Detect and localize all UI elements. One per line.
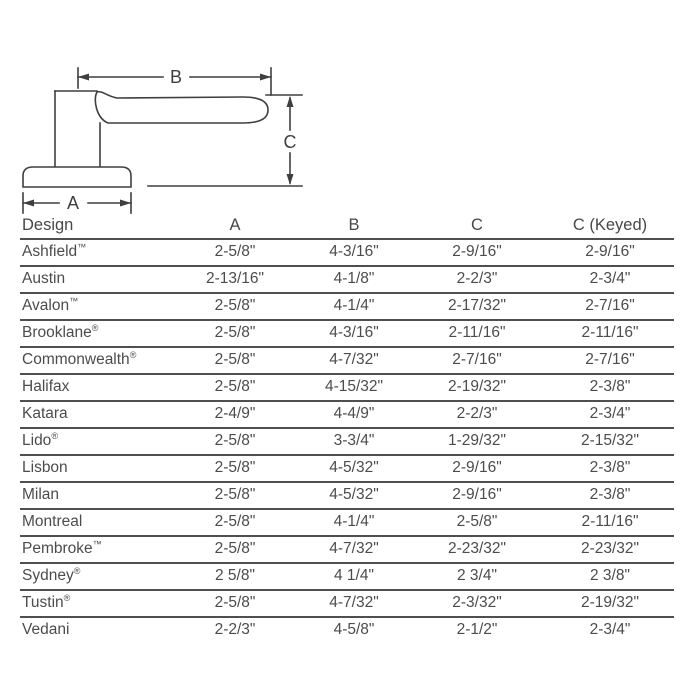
table-row xyxy=(20,347,674,374)
dim-c-cell: 2-9/16" xyxy=(408,239,546,266)
dim-b-cell: 4-15/32" xyxy=(300,374,408,401)
dim-b-cell: 4-1/8" xyxy=(300,266,408,293)
dim-b-cell: 4-3/16" xyxy=(300,239,408,266)
table-row xyxy=(20,617,674,643)
table-header-row xyxy=(20,214,674,239)
dim-label-a: A xyxy=(66,193,80,213)
design-cell: Austin xyxy=(20,266,170,293)
dim-a-cell: 2-13/16" xyxy=(170,266,300,293)
table-row xyxy=(20,293,674,320)
dim-c-keyed-cell: 2-3/4" xyxy=(546,401,674,428)
dim-b-cell: 4-4/9" xyxy=(300,401,408,428)
lever-dimension-diagram xyxy=(0,52,320,216)
registered-symbol: ® xyxy=(51,430,58,441)
table-row xyxy=(20,401,674,428)
design-cell: Halifax xyxy=(20,374,170,401)
dim-c-cell: 2-2/3" xyxy=(408,266,546,293)
dim-c-keyed-cell: 2-23/32" xyxy=(546,536,674,563)
design-cell: Ashfield™ xyxy=(20,239,170,266)
table-row xyxy=(20,509,674,536)
table-row xyxy=(20,320,674,347)
arrow-left-icon xyxy=(23,200,34,207)
table-row xyxy=(20,590,674,617)
design-cell: Sydney® xyxy=(20,563,170,590)
dim-a-cell: 2-4/9" xyxy=(170,401,300,428)
lever-rose-outline xyxy=(23,167,131,187)
lever-arm-outline xyxy=(95,92,268,123)
lever-neck-outline xyxy=(55,91,100,167)
dim-a-cell: 2-5/8" xyxy=(170,590,300,617)
dim-a-cell: 2-5/8" xyxy=(170,293,300,320)
dim-c-keyed-cell: 2-9/16" xyxy=(546,239,674,266)
dim-c-keyed-cell: 2-11/16" xyxy=(546,320,674,347)
design-cell: Pembroke™ xyxy=(20,536,170,563)
registered-symbol: ® xyxy=(129,349,137,360)
dim-c-keyed-cell: 2-7/16" xyxy=(546,293,674,320)
dim-a-cell: 2-5/8" xyxy=(170,239,300,266)
dim-label-b: B xyxy=(169,67,183,87)
table-row xyxy=(20,266,674,293)
dim-c-cell: 2-23/32" xyxy=(408,536,546,563)
table-row xyxy=(20,563,674,590)
dim-a-cell: 2-2/3" xyxy=(214,621,256,638)
arrow-up-icon xyxy=(287,96,294,107)
table-row xyxy=(20,239,674,266)
design-cell: Montreal xyxy=(20,509,170,536)
arrow-down-icon xyxy=(287,174,294,185)
design-cell: Lisbon xyxy=(20,455,170,482)
dim-c-cell: 2-3/32" xyxy=(408,590,546,617)
dim-b-cell: 4-5/32" xyxy=(300,482,408,509)
dim-b-cell: 4-7/32" xyxy=(300,590,408,617)
registered-symbol: ® xyxy=(63,592,71,603)
dim-c-cell: 2-7/16" xyxy=(408,347,546,374)
dim-b-cell: 3-3/4" xyxy=(300,428,408,455)
dim-b-cell: 4-7/32" xyxy=(300,347,408,374)
design-cell: Vedani xyxy=(22,621,70,638)
dim-c-keyed-cell: 2-3/4" xyxy=(589,621,631,638)
dim-c-cell: 2-9/16" xyxy=(408,482,546,509)
dim-c-keyed-cell: 2-11/16" xyxy=(546,509,674,536)
column-header-design: Design xyxy=(20,214,170,239)
design-cell: Brooklane® xyxy=(20,320,170,347)
table-row xyxy=(20,482,674,509)
dim-c-keyed-cell: 2-7/16" xyxy=(546,347,674,374)
dim-c-cell: 2-19/32" xyxy=(408,374,546,401)
arrow-left-icon xyxy=(78,74,89,81)
trademark-symbol: ™ xyxy=(77,241,87,252)
dim-a-cell: 2-5/8" xyxy=(170,320,300,347)
dim-b-cell: 4-3/16" xyxy=(300,320,408,347)
dim-c-cell: 1-29/32" xyxy=(408,428,546,455)
registered-symbol: ® xyxy=(73,565,81,576)
design-cell: Katara xyxy=(20,401,170,428)
table-body xyxy=(20,239,674,643)
dim-a-cell: 2-5/8" xyxy=(170,509,300,536)
column-header-c-keyed: C (Keyed) xyxy=(546,214,674,239)
dim-a-cell: 2-5/8" xyxy=(170,536,300,563)
dim-c-keyed-cell: 2-3/8" xyxy=(546,455,674,482)
dim-c-keyed-cell: 2 3/8" xyxy=(546,563,674,590)
dim-c-cell: 2-2/3" xyxy=(408,401,546,428)
dim-a-cell: 2-5/8" xyxy=(170,374,300,401)
dim-c-cell: 2-17/32" xyxy=(408,293,546,320)
design-cell: Milan xyxy=(20,482,170,509)
dim-b-cell: 4-5/8" xyxy=(333,621,375,638)
dim-b-cell: 4-7/32" xyxy=(300,536,408,563)
dim-c-cell: 2-9/16" xyxy=(408,455,546,482)
column-header-b: B xyxy=(300,214,408,239)
dim-a-cell: 2-5/8" xyxy=(170,455,300,482)
arrow-right-icon xyxy=(260,74,271,81)
dim-a-cell: 2 5/8" xyxy=(170,563,300,590)
design-cell: Tustin® xyxy=(20,590,170,617)
lever-drawing xyxy=(0,52,320,216)
trademark-symbol: ™ xyxy=(69,295,79,306)
design-cell: Avalon™ xyxy=(20,293,170,320)
dim-c-keyed-cell: 2-3/8" xyxy=(546,374,674,401)
dim-c-cell: 2-5/8" xyxy=(408,509,546,536)
table-row xyxy=(20,428,674,455)
dim-c-keyed-cell: 2-15/32" xyxy=(546,428,674,455)
table-row xyxy=(20,536,674,563)
dim-c-cell: 2-11/16" xyxy=(408,320,546,347)
column-header-c: C xyxy=(408,214,546,239)
dim-b-cell: 4-5/32" xyxy=(300,455,408,482)
registered-symbol: ® xyxy=(91,322,99,333)
dim-c-keyed-cell: 2-19/32" xyxy=(546,590,674,617)
dim-c-cell: 2 3/4" xyxy=(408,563,546,590)
dim-b-cell: 4-1/4" xyxy=(300,509,408,536)
dim-c-keyed-cell: 2-3/4" xyxy=(546,266,674,293)
dim-a-cell: 2-5/8" xyxy=(170,347,300,374)
dim-b-cell: 4-1/4" xyxy=(300,293,408,320)
dim-a-cell: 2-5/8" xyxy=(170,482,300,509)
table-row xyxy=(20,455,674,482)
table-row xyxy=(20,374,674,401)
dim-a-cell: 2-5/8" xyxy=(170,428,300,455)
design-cell: Commonwealth® xyxy=(20,347,170,374)
dim-b-cell: 4 1/4" xyxy=(300,563,408,590)
trademark-symbol: ™ xyxy=(92,538,102,549)
dim-c-keyed-cell: 2-3/8" xyxy=(546,482,674,509)
design-cell: Lido® xyxy=(20,428,170,455)
column-header-a: A xyxy=(170,214,300,239)
dim-c-cell: 2-1/2" xyxy=(456,621,498,638)
dim-label-c: C xyxy=(283,132,297,152)
arrow-right-icon xyxy=(120,200,131,207)
dimensions-table xyxy=(20,214,674,643)
